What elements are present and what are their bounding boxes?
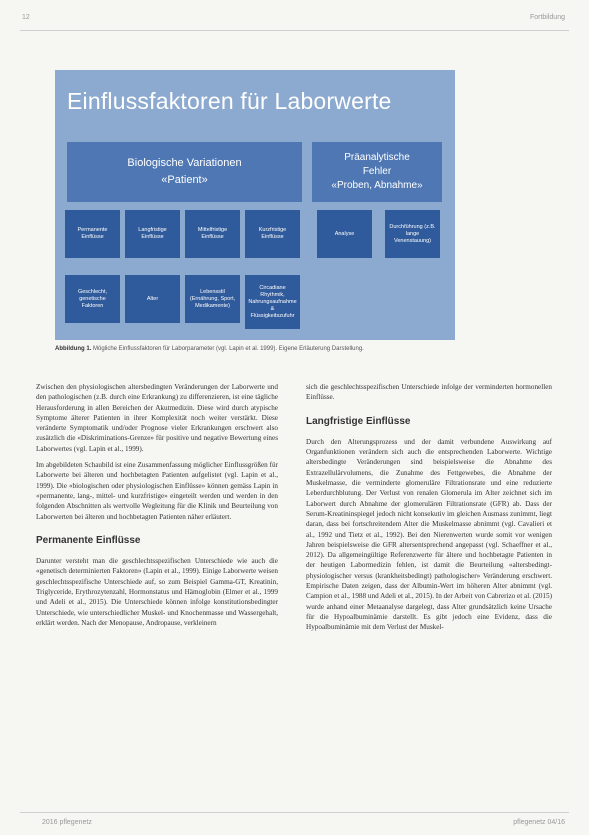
box-geschlecht: Geschlecht, genetische Faktoren xyxy=(65,275,120,323)
caption-text: Mögliche Einflussfaktoren für Laborparameter (vgl. Lapin et al. 1999). Eigene Erläuterung Darstellung. xyxy=(93,346,364,352)
box-lebensstil: Lebensstil (Ernährung, Sport, Medikamente) xyxy=(185,275,240,323)
right-paragraph-2: Durch den Alterungsprozess und der damit verbundene Auswirkung auf Organfunktionen verändern sich auch die entsprechenden Laborwerte. Wichtige altersbedingte Veränderungen sind beispielsweise die Abnahme des Extrazellulärvolumens, die Zunahme des Fettgewebes, die Abnahme der Muskelmasse, die verminderte glomeruläre Filtrationsrate und eine reduzierte Leberdurchblutung. Der Verlust von renalen Glomerula im Alter zeichnet sich im Laborwert durch Abnahme der glomerulären Filtrationsrate (GFR) ab. Dass der Serum-Kreatininspiegel jedoch nicht konsekutiv im gleichen Ausmass zunimmt, liegt daran, dass bei fortschreitendem Alter die Muskelmasse abnimmt (vgl. Cavalieri et al., 1992 und Tietz et al., 1992). Bei den Nierenwerten wurde somit vor wenigen Jahren beispielsweise die GFR altersentsprechend angepasst (vgl. Schaeffner et al., 2012). Da allgemeingültige Referenzwerte für ältere und hochbetagte Patienten in der heutigen Labormedizin fehlen, ist damit die Beurteilung «altersbedingt-physiologischer versus (krankheitsbedingt) pathologischer» Veränderung erschwert. Empirische Daten zeigen, dass der Albumin-Wert im höheren Alter abnimmt (vgl. Campion et al., 1988 und Adeli et al., 2015). In der Arbeit von Cabrerizo et al. (2015) wurde anhand einer Metaanalyse dargelegt, dass Alter grundsätzlich keine Ursache für die Hypoalbuminämie darstellt. Es gibt jedoch eine Evidenz, dass die Hypoalbuminämie mit dem Verlust der Muskel- xyxy=(306,437,552,632)
box-alter: Alter xyxy=(125,275,180,323)
right-paragraph-1: sich die geschlechtsspezifischen Unterschiede infolge der verminderten hormonellen Einflüsse. xyxy=(306,383,552,402)
heading-permanente-einfluesse: Permanente Einflüsse xyxy=(36,534,141,546)
page-number: 12 xyxy=(22,14,30,21)
header-rule xyxy=(20,30,569,31)
box-analyse: Analyse xyxy=(317,210,372,258)
left-column xyxy=(36,382,278,634)
box-durchfuehrung: Durchführung (z.B. lange Venenstauung) xyxy=(385,210,440,258)
left-paragraph-2: Im abgebildeten Schaubild ist eine Zusammenfassung möglicher Einflussgrößen für Laborwerte bei älteren und hochbetagten Patienten aufgelistet (vgl. Lapin et al., 1999). Die «biologischen oder physiologischen Einflüsse» können gemäss Lapin in «permanente, lang-, mittel- und kurzfristige» eingeteilt werden und werden in den folgenden Abschnitten als wertvolle Wegleitung für die Klinik und Beurteilung von Laborwerten bei älteren und hochbetagten Patienten näher erläutert. xyxy=(36,461,278,521)
figure-title: Einflussfaktoren für Laborwerte xyxy=(67,88,392,114)
footer-left: 2016 pflegenetz xyxy=(42,819,92,826)
heading-langfristige-einfluesse: Langfristige Einflüsse xyxy=(306,415,411,427)
box-langfristige-einfluesse: Langfristige Einflüsse xyxy=(125,210,180,258)
group2-line3: «Proben, Abnahme» xyxy=(331,180,423,191)
section-label: Fortbildung xyxy=(529,14,565,21)
figure-caption xyxy=(55,346,535,352)
page-footer xyxy=(20,812,569,835)
group-biologische-variationen xyxy=(67,142,302,202)
figure-diagram xyxy=(55,70,455,340)
box-circadiane-rhythmik: Circadiane Rhythmik, Nahrungsaufnahme & Flüssigkeitszufuhr xyxy=(245,275,300,329)
right-column xyxy=(306,382,552,639)
box-kurzfristige-einfluesse: Kurzfristige Einflüsse xyxy=(245,210,300,258)
group-praeanalytische-fehler xyxy=(312,142,442,202)
caption-label: Abbildung 1. xyxy=(55,346,92,352)
left-paragraph-1: Zwischen den physiologischen altersbedingten Veränderungen der Laborwerte und den pathologischen (z.B. durch eine Erkrankung) zu differenzieren, ist eine tägliche Herausforderung in allen Bereichen der Akutmedizin. Diese wird durch atypische Symptome älterer Patienten in ihrer Komplexität noch weiter verstärkt. Diese veränderte Symptomatik und/oder Prognose vieler Erkrankungen erschwert also zusätzlich die «Diskriminations-Grenze» für positive und negative Bewertung eines Laborwertes (vgl. Lapin et al., 1999). xyxy=(36,383,278,453)
group1-line1: Biologische Variationen xyxy=(127,157,242,169)
group1-line2: «Patient» xyxy=(161,174,208,186)
page-header xyxy=(0,0,589,40)
group2-line1: Präanalytische xyxy=(344,152,410,163)
left-paragraph-3: Darunter versteht man die geschlechtsspezifischen Unterschiede wie auch die «genetisch determinierten Faktoren» (Lapin et al., 1999). Einige Laborwerte weisen geschlechtsspezifische Unterschiede auf, so zum Beispiel Gamma-GT, Kreatinin, Triglyceride, Erythrozytenzahl, Hormonstatus und Hämoglobin (Elmer et al., 1999 und Adeli et al., 2015). Die Unterschiede können infolge konstitutionsbedingter Unterschiede, wie unterschiedlicher Muskel- und Knochenmasse und Wassergehalt, erklärt werden. Nach der Menopause, Andropause, verkleinern xyxy=(36,557,278,627)
footer-right: pflegenetz 04/16 xyxy=(513,819,565,826)
group2-line2: Fehler xyxy=(362,166,392,177)
box-permanente-einfluesse: Permanente Einflüsse xyxy=(65,210,120,258)
box-mittelfristige-einfluesse: Mittelfristige Einflüsse xyxy=(185,210,240,258)
